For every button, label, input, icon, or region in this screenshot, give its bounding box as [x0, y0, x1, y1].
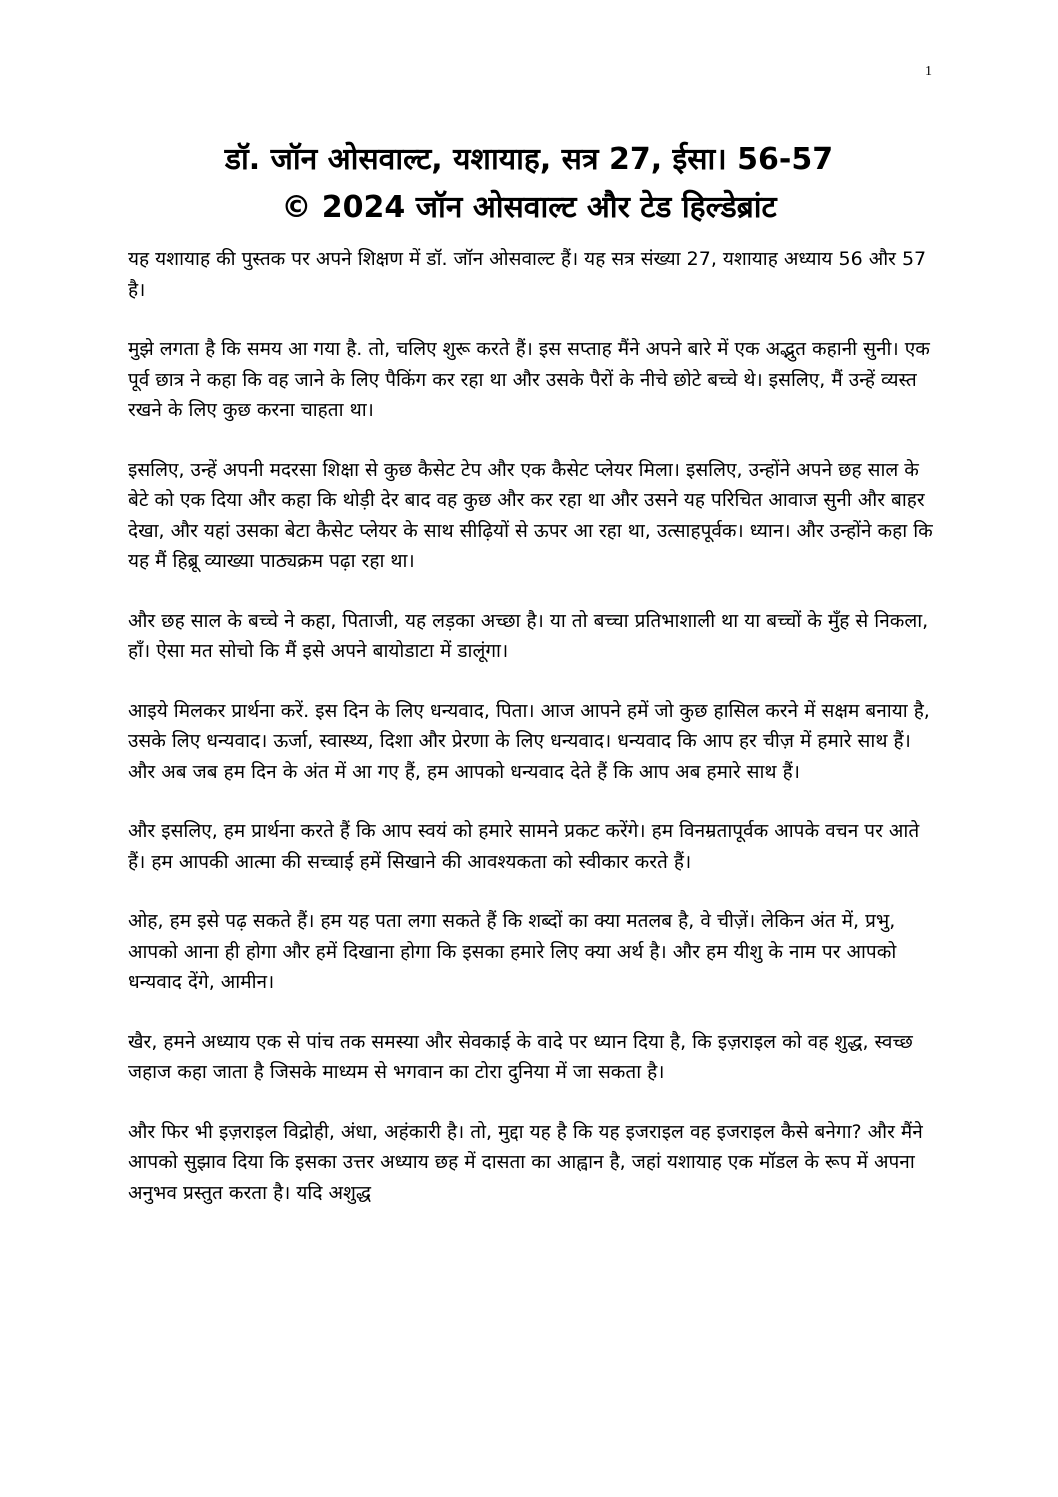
paragraph-6: और इसलिए, हम प्रार्थना करते हैं कि आप स्वयं को हमारे सामने प्रकट करेंगे। हम विनम्रतापूर्वक आपके वचन पर आते हैं। हम आपकी आत्मा की सच्चाई हमें सिखाने की आवश्यकता को स्वीकार करते हैं। [128, 820, 920, 873]
paragraph-3: इसलिए, उन्हें अपनी मदरसा शिक्षा से कुछ कैसेट टेप और एक कैसेट प्लेयर मिला। इसलिए, उन्होंने अपने छह साल के बेटे को एक दिया और कहा कि थोड़ी देर बाद वह कुछ और कर रहा था और उसने यह परिचित आवाज सुनी और बाहर देखा, और यहां उसका बेटा कैसेट प्लेयर के साथ सीढ़ियों से ऊपर आ रहा था, उत्साहपूर्वक। ध्यान। और उन्होंने कहा कि यह मैं हिब्रू व्याख्या पाठ्यक्रम पढ़ा रहा था। [128, 458, 933, 572]
paragraph-9: और फिर भी इज़राइल विद्रोही, अंधा, अहंकारी है। तो, मुद्दा यह है कि यह इजराइल वह इजराइल कैसे बनेगा? और मैंने आपको सुझाव दिया कि इसका उत्तर अध्याय छह में दासता का आह्वान है, जहां यशायाह एक मॉडल के रूप में अपना अनुभव प्रस्तुत करता है। यदि अशुद्ध [128, 1120, 923, 1204]
document-title [100, 136, 958, 232]
title-line-2: © 2024 जॉन ओसवाल्ट और टेड हिल्डेब्रांट [281, 190, 777, 225]
page-number: 1 [925, 64, 932, 79]
paragraph-8: खैर, हमने अध्याय एक से पांच तक समस्या और सेवकाई के वादे पर ध्यान दिया है, कि इज़राइल को वह शुद्ध, स्वच्छ जहाज कहा जाता है जिसके माध्यम से भगवान का टोरा दुनिया में जा सकता है। [128, 1030, 913, 1083]
title-line-1: डॉ. जॉन ओसवाल्ट, यशायाह, सत्र 27, ईसा। 56-57 [224, 142, 834, 177]
paragraph-1: यह यशायाह की पुस्तक पर अपने शिक्षण में डॉ. जॉन ओसवाल्ट हैं। यह सत्र संख्या 27, यशायाह अध्याय 56 और 57 है। [128, 248, 927, 301]
paragraph-2: मुझे लगता है कि समय आ गया है. तो, चलिए शुरू करते हैं। इस सप्ताह मैंने अपने बारे में एक अद्भुत कहानी सुनी। एक पूर्व छात्र ने कहा कि वह जाने के लिए पैकिंग कर रहा था और उसके पैरों के नीचे छोटे बच्चे थे। इसलिए, मैं उन्हें व्यस्त रखने के लिए कुछ करना चाहता था। [128, 338, 930, 421]
document-body [128, 244, 938, 1237]
paragraph-4: और छह साल के बच्चे ने कहा, पिताजी, यह लड़का अच्छा है। या तो बच्चा प्रतिभाशाली था या बच्चों के मुँह से निकला, हाँ। ऐसा मत सोचो कि मैं इसे अपने बायोडाटा में डालूंगा। [128, 609, 929, 662]
paragraph-7: ओह, हम इसे पढ़ सकते हैं। हम यह पता लगा सकते हैं कि शब्दों का क्या मतलब है, वे चीज़ें। लेकिन अंत में, प्रभु, आपको आना ही होगा और हमें दिखाना होगा कि इसका हमारे लिए क्या अर्थ है। और हम यीशु के नाम पर आपको धन्यवाद देंगे, आमीन। [128, 910, 897, 993]
paragraph-5: आइये मिलकर प्रार्थना करें. इस दिन के लिए धन्यवाद, पिता। आज आपने हमें जो कुछ हासिल करने में सक्षम बनाया है, उसके लिए धन्यवाद। ऊर्जा, स्वास्थ्य, दिशा और प्रेरणा के लिए धन्यवाद। धन्यवाद कि आप हर चीज़ में हमारे साथ हैं। और अब जब हम दिन के अंत में आ गए हैं, हम आपको धन्यवाद देते हैं कि आप अब हमारे साथ हैं। [128, 699, 930, 783]
